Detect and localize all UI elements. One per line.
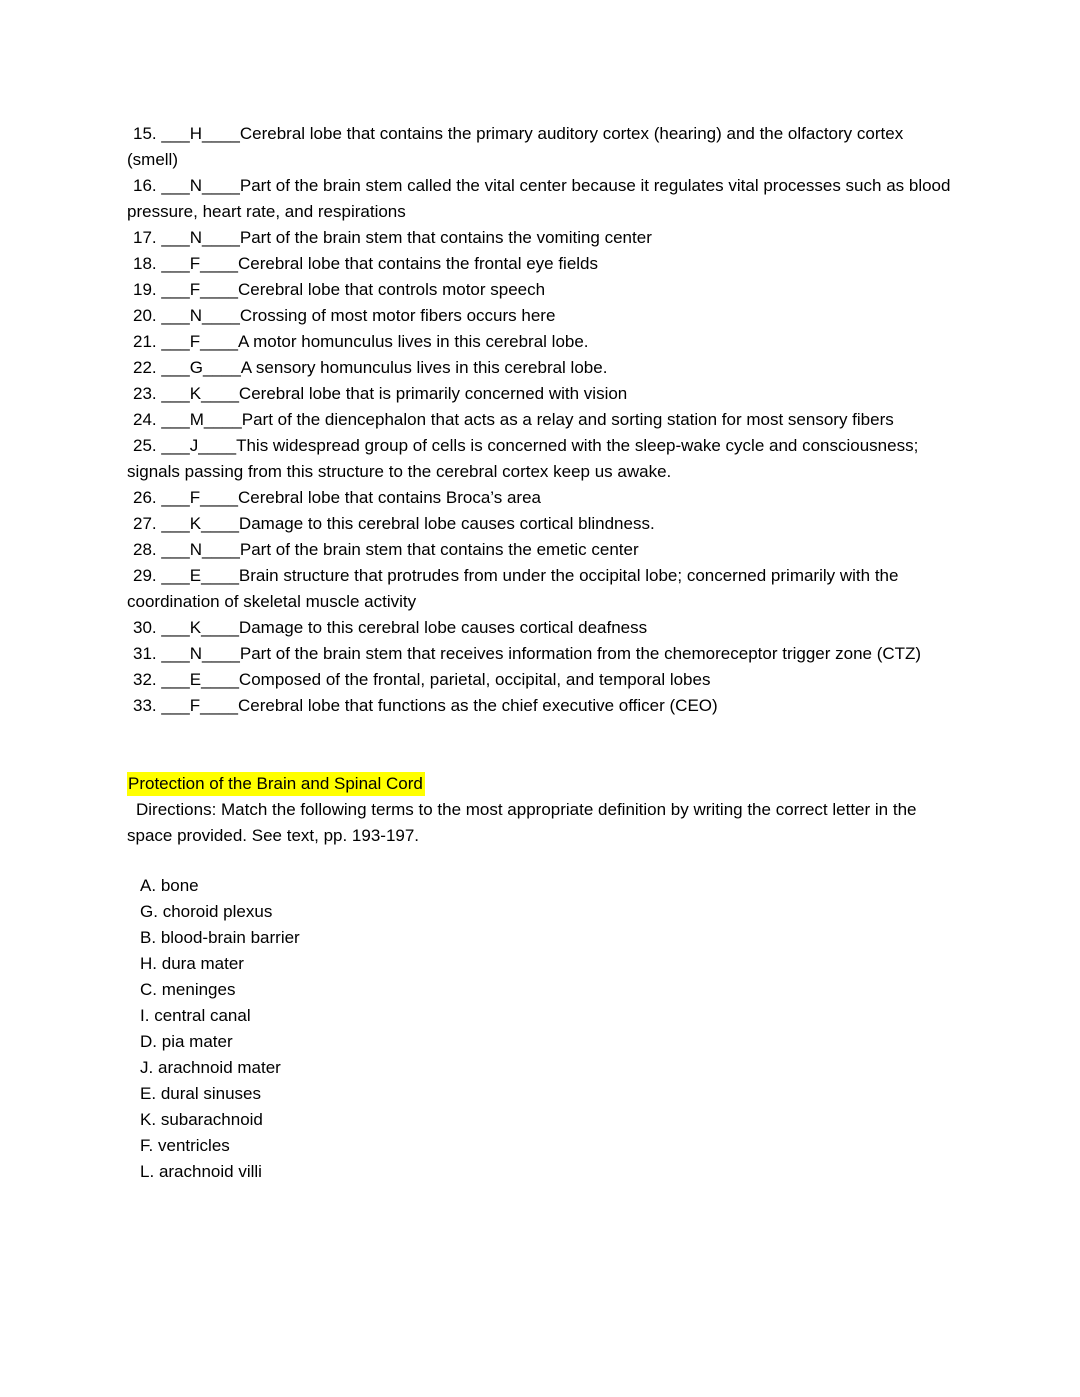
question-item <box>127 329 953 355</box>
matching-questions-list <box>127 121 953 719</box>
answer-blank: ___E____ <box>161 566 239 585</box>
question-text: Cerebral lobe that controls motor speech <box>237 280 546 299</box>
question-number: 16. <box>133 176 157 195</box>
section-heading-highlighted: Protection of the Brain and Spinal Cord <box>127 772 425 796</box>
section-heading-line <box>127 771 953 797</box>
answer-blank: ___F____ <box>161 488 238 507</box>
question-number: 18. <box>133 254 157 273</box>
question-item <box>127 641 953 667</box>
answer-blank: ___M____ <box>161 410 242 429</box>
term-item <box>140 1159 953 1185</box>
term-item <box>140 1055 953 1081</box>
question-item <box>127 693 953 719</box>
term-text: choroid plexus <box>162 902 273 921</box>
question-number: 25. <box>133 436 157 455</box>
question-number: 15. <box>133 124 157 143</box>
question-text: Damage to this cerebral lobe causes cortical deafness <box>238 618 648 637</box>
question-number: 24. <box>133 410 157 429</box>
question-item <box>127 173 953 225</box>
term-letter: A. <box>140 876 157 895</box>
answer-blank: ___J____ <box>161 436 237 455</box>
question-item <box>127 407 953 433</box>
question-number: 28. <box>133 540 157 559</box>
answer-blank: ___N____ <box>161 306 240 325</box>
question-item <box>127 251 953 277</box>
question-text: This widespread group of cells is concerned with the sleep-wake cycle and consciousness; signals passing from this structure to the cerebral cortex keep us awake. <box>127 436 919 481</box>
term-letter: F. <box>140 1136 154 1155</box>
terms-list <box>127 873 953 1185</box>
term-item <box>140 899 953 925</box>
answer-blank: ___G____ <box>161 358 241 377</box>
protection-section <box>127 771 953 1185</box>
answer-blank: ___N____ <box>161 644 240 663</box>
directions-text: Directions: Match the following terms to the most appropriate definition by writing the correct letter in the space provided. See text, pp. 193-197. <box>127 800 917 845</box>
question-item <box>127 355 953 381</box>
answer-blank: ___F____ <box>161 254 238 273</box>
term-item <box>140 1029 953 1055</box>
question-text: Crossing of most motor fibers occurs here <box>239 306 556 325</box>
question-text: Cerebral lobe that contains Broca’s area <box>237 488 541 507</box>
term-item <box>140 873 953 899</box>
term-letter: K. <box>140 1110 157 1129</box>
answer-blank: ___F____ <box>161 696 238 715</box>
term-item <box>140 1107 953 1133</box>
term-letter: L. <box>140 1162 155 1181</box>
question-text: A sensory homunculus lives in this cerebral lobe. <box>240 358 608 377</box>
question-number: 20. <box>133 306 157 325</box>
answer-blank: ___N____ <box>161 176 240 195</box>
question-item <box>127 381 953 407</box>
question-number: 21. <box>133 332 157 351</box>
answer-blank: ___N____ <box>161 540 240 559</box>
question-item <box>127 667 953 693</box>
question-number: 19. <box>133 280 157 299</box>
term-text: bone <box>160 876 199 895</box>
term-text: arachnoid villi <box>158 1162 262 1181</box>
question-item <box>127 537 953 563</box>
question-text: Damage to this cerebral lobe causes cortical blindness. <box>238 514 655 533</box>
answer-blank: ___K____ <box>161 384 239 403</box>
term-text: pia mater <box>161 1032 233 1051</box>
question-item <box>127 225 953 251</box>
answer-blank: ___H____ <box>161 124 240 143</box>
question-number: 17. <box>133 228 157 247</box>
question-text: Brain structure that protrudes from under the occipital lobe; concerned primarily with the coordination of skeletal muscle activity <box>127 566 899 611</box>
question-text: Part of the brain stem that receives information from the chemoreceptor trigger zone (CTZ) <box>239 644 922 663</box>
question-text: Composed of the frontal, parietal, occipital, and temporal lobes <box>238 670 711 689</box>
question-text: Cerebral lobe that is primarily concerned with vision <box>238 384 628 403</box>
question-number: 31. <box>133 644 157 663</box>
question-number: 32. <box>133 670 157 689</box>
question-item <box>127 433 953 485</box>
term-letter: C. <box>140 980 157 999</box>
term-letter: B. <box>140 928 157 947</box>
question-item <box>127 303 953 329</box>
term-item <box>140 925 953 951</box>
term-text: dural sinuses <box>160 1084 261 1103</box>
term-text: subarachnoid <box>160 1110 263 1129</box>
question-number: 23. <box>133 384 157 403</box>
answer-blank: ___N____ <box>161 228 240 247</box>
term-text: central canal <box>154 1006 251 1025</box>
question-text: Cerebral lobe that contains the frontal eye fields <box>237 254 599 273</box>
term-text: blood-brain barrier <box>160 928 300 947</box>
question-item <box>127 277 953 303</box>
term-text: ventricles <box>157 1136 230 1155</box>
question-item <box>127 485 953 511</box>
question-text: Part of the brain stem that contains the vomiting center <box>239 228 652 247</box>
answer-blank: ___K____ <box>161 618 239 637</box>
question-text: Part of the brain stem that contains the emetic center <box>239 540 639 559</box>
term-letter: G. <box>140 902 158 921</box>
question-text: Part of the brain stem called the vital center because it regulates vital processes such as blood pressure, heart rate, and respirations <box>127 176 951 221</box>
question-text: Part of the diencephalon that acts as a relay and sorting station for most sensory fibers <box>241 410 894 429</box>
question-text: Cerebral lobe that functions as the chief executive officer (CEO) <box>237 696 718 715</box>
term-text: arachnoid mater <box>157 1058 281 1077</box>
question-number: 26. <box>133 488 157 507</box>
question-number: 29. <box>133 566 157 585</box>
term-letter: J. <box>140 1058 154 1077</box>
term-letter: I. <box>140 1006 150 1025</box>
question-number: 30. <box>133 618 157 637</box>
term-item <box>140 1003 953 1029</box>
term-letter: D. <box>140 1032 157 1051</box>
term-item <box>140 951 953 977</box>
term-item <box>140 1133 953 1159</box>
answer-blank: ___F____ <box>161 280 238 299</box>
term-letter: H. <box>140 954 157 973</box>
answer-blank: ___K____ <box>161 514 239 533</box>
answer-blank: ___E____ <box>161 670 239 689</box>
question-number: 33. <box>133 696 157 715</box>
term-letter: E. <box>140 1084 157 1103</box>
question-item <box>127 511 953 537</box>
term-text: meninges <box>161 980 236 999</box>
term-text: dura mater <box>161 954 244 973</box>
question-item <box>127 121 953 173</box>
question-text: A motor homunculus lives in this cerebral lobe. <box>237 332 589 351</box>
question-item <box>127 615 953 641</box>
question-number: 27. <box>133 514 157 533</box>
question-item <box>127 563 953 615</box>
term-item <box>140 1081 953 1107</box>
question-text: Cerebral lobe that contains the primary auditory cortex (hearing) and the olfactory cortex (smell) <box>127 124 904 169</box>
term-item <box>140 977 953 1003</box>
answer-blank: ___F____ <box>161 332 238 351</box>
question-number: 22. <box>133 358 157 377</box>
